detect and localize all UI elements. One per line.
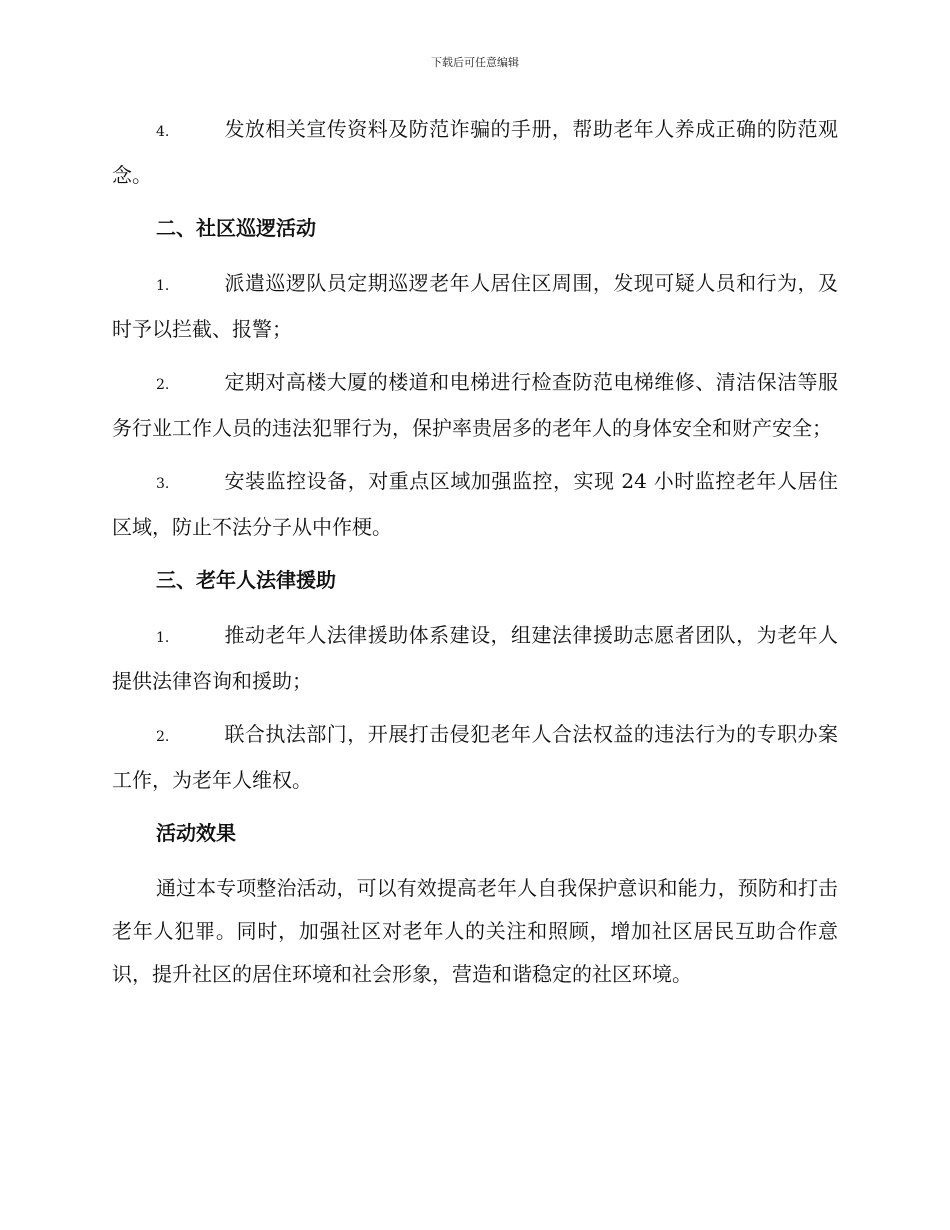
list-number: 2. bbox=[156, 377, 170, 393]
document-body bbox=[112, 108, 838, 1006]
section-heading-legal: 三、老年人法律援助 bbox=[156, 568, 336, 592]
list-number: 1. bbox=[156, 278, 170, 294]
section-heading-patrol: 二、社区巡逻活动 bbox=[156, 216, 316, 240]
list-text: 发放相关宣传资料及防范诈骗的手册，帮助老年人养成正确的防范观念。 bbox=[112, 117, 838, 187]
list-item bbox=[112, 460, 838, 549]
list-item bbox=[112, 262, 838, 351]
list-text: 安装监控设备，对重点区域加强监控，实现 24 小时监控老年人居住区域，防止不法分子从中作梗。 bbox=[112, 469, 838, 539]
list-item bbox=[112, 614, 838, 703]
list-item bbox=[112, 108, 838, 197]
list-text: 定期对高楼大厦的楼道和电梯进行检查防范电梯维修、清洁保洁等服务行业工作人员的违法犯罪行为，保护率贵居多的老年人的身体安全和财产安全； bbox=[112, 370, 838, 440]
list-number: 3. bbox=[156, 476, 170, 492]
section-heading-effect: 活动效果 bbox=[156, 821, 236, 845]
list-item bbox=[112, 361, 838, 450]
list-number: 4. bbox=[156, 124, 170, 140]
list-text: 派遣巡逻队员定期巡逻老年人居住区周围，发现可疑人员和行为，及时予以拦截、报警； bbox=[112, 271, 838, 341]
list-item bbox=[112, 713, 838, 802]
list-text: 联合执法部门，开展打击侵犯老年人合法权益的违法行为的专职办案工作，为老年人维权。 bbox=[112, 722, 838, 792]
list-number: 2. bbox=[156, 729, 170, 745]
page-header: 下载后可任意编辑 bbox=[431, 56, 519, 69]
list-text: 推动老年人法律援助体系建设，组建法律援助志愿者团队，为老年人提供法律咨询和援助； bbox=[112, 623, 838, 693]
effect-paragraph: 通过本专项整治活动，可以有效提高老年人自我保护意识和能力，预防和打击老年人犯罪。同时，加强社区对老年人的关注和照顾，增加社区居民互助合作意识，提升社区的居住环境和社会形象，营造和谐稳定的社区环境。 bbox=[112, 876, 838, 986]
list-number: 1. bbox=[156, 630, 170, 646]
